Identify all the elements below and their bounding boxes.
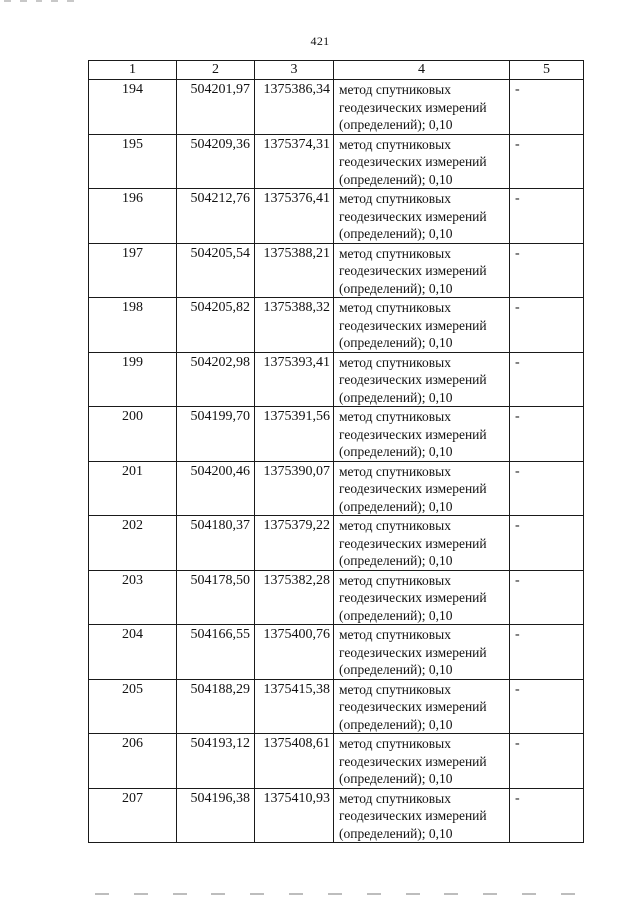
method-line: геодезических измерений <box>339 426 487 442</box>
method-line: геодезических измерений <box>339 590 487 605</box>
method-line: (определений); 0,10 <box>339 226 453 241</box>
table-row <box>89 298 584 353</box>
y-coordinate-cell: 1375386,34 <box>255 80 334 135</box>
method-line: метод спутниковых <box>339 409 451 424</box>
note-cell: - <box>510 679 584 734</box>
method-line: метод спутниковых <box>339 790 451 806</box>
method-line: (определений); 0,10 <box>339 553 453 568</box>
method-line: метод спутниковых <box>339 245 451 261</box>
method-line: геодезических измерений <box>339 154 487 169</box>
method-line: геодезических измерений <box>339 263 487 278</box>
coordinates-table <box>88 60 584 843</box>
method-cell <box>334 80 510 135</box>
y-coordinate-cell: 1375390,07 <box>255 461 334 516</box>
method-cell <box>334 625 510 680</box>
method-line: геодезических измерений <box>339 481 487 496</box>
table-row <box>89 734 584 789</box>
table-row <box>89 461 584 516</box>
method-line: метод спутниковых <box>339 136 451 152</box>
y-coordinate-cell: 1375393,41 <box>255 352 334 407</box>
method-cell <box>334 461 510 516</box>
method-cell <box>334 243 510 298</box>
page-number: 421 <box>310 34 330 48</box>
y-coordinate-cell: 1375374,31 <box>255 134 334 189</box>
method-line: (определений); 0,10 <box>339 171 453 187</box>
y-coordinate-cell: 1375400,76 <box>255 625 334 680</box>
x-coordinate-cell: 504193,12 <box>177 734 255 789</box>
method-line: (определений); 0,10 <box>339 607 453 623</box>
method-cell <box>334 734 510 789</box>
point-number-cell: 199 <box>89 352 177 407</box>
y-coordinate-cell: 1375388,21 <box>255 243 334 298</box>
x-coordinate-cell: 504209,36 <box>177 134 255 189</box>
table-body <box>89 80 584 843</box>
method-line: метод спутниковых <box>339 300 451 315</box>
point-number-cell: 197 <box>89 243 177 298</box>
table-row <box>89 352 584 407</box>
note-cell: - <box>510 625 584 680</box>
method-line: метод спутниковых <box>339 681 451 697</box>
x-coordinate-cell: 504205,54 <box>177 243 255 298</box>
table-row <box>89 516 584 571</box>
table-row <box>89 788 584 843</box>
x-coordinate-cell: 504178,50 <box>177 570 255 625</box>
note-cell: - <box>510 80 584 135</box>
header-row <box>89 61 584 80</box>
method-line: геодезических измерений <box>339 99 487 115</box>
note-cell: - <box>510 189 584 244</box>
point-number-cell: 203 <box>89 570 177 625</box>
table-row <box>89 134 584 189</box>
x-coordinate-cell: 504196,38 <box>177 788 255 843</box>
method-line: геодезических измерений <box>339 317 487 333</box>
method-line: геодезических измерений <box>339 372 487 387</box>
point-number-cell: 194 <box>89 80 177 135</box>
method-line: геодезических измерений <box>339 753 487 769</box>
method-cell <box>334 298 510 353</box>
method-line: геодезических измерений <box>339 808 487 823</box>
x-coordinate-cell: 504201,97 <box>177 80 255 135</box>
note-cell: - <box>510 788 584 843</box>
scan-artifact-bottom <box>95 893 575 896</box>
method-line: метод спутниковых <box>339 572 451 588</box>
method-line: (определений); 0,10 <box>339 662 453 677</box>
column-header-4: 4 <box>334 61 510 80</box>
method-line: (определений); 0,10 <box>339 335 453 350</box>
method-line: геодезических измерений <box>339 644 487 660</box>
x-coordinate-cell: 504188,29 <box>177 679 255 734</box>
note-cell: - <box>510 352 584 407</box>
x-coordinate-cell: 504199,70 <box>177 407 255 462</box>
point-number-cell: 204 <box>89 625 177 680</box>
method-line: (определений); 0,10 <box>339 771 453 786</box>
method-line: метод спутниковых <box>339 518 451 533</box>
method-line: (определений); 0,10 <box>339 444 453 459</box>
method-cell <box>334 570 510 625</box>
point-number-cell: 206 <box>89 734 177 789</box>
note-cell: - <box>510 243 584 298</box>
point-number-cell: 198 <box>89 298 177 353</box>
scan-artifact-top <box>4 0 74 3</box>
method-cell <box>334 352 510 407</box>
method-line: геодезических измерений <box>339 535 487 551</box>
point-number-cell: 207 <box>89 788 177 843</box>
method-cell <box>334 189 510 244</box>
table-row <box>89 80 584 135</box>
y-coordinate-cell: 1375410,93 <box>255 788 334 843</box>
table-row <box>89 407 584 462</box>
column-header-5: 5 <box>510 61 584 80</box>
note-cell: - <box>510 134 584 189</box>
method-line: (определений); 0,10 <box>339 280 453 296</box>
method-cell <box>334 679 510 734</box>
note-cell: - <box>510 516 584 571</box>
y-coordinate-cell: 1375391,56 <box>255 407 334 462</box>
method-line: метод спутниковых <box>339 354 451 370</box>
method-cell <box>334 407 510 462</box>
note-cell: - <box>510 461 584 516</box>
method-line: (определений); 0,10 <box>339 716 453 732</box>
x-coordinate-cell: 504205,82 <box>177 298 255 353</box>
method-line: метод спутниковых <box>339 191 451 206</box>
method-line: геодезических измерений <box>339 208 487 224</box>
method-line: метод спутниковых <box>339 627 451 642</box>
note-cell: - <box>510 298 584 353</box>
table-row <box>89 679 584 734</box>
method-line: метод спутниковых <box>339 463 451 479</box>
method-line: (определений); 0,10 <box>339 825 453 841</box>
x-coordinate-cell: 504166,55 <box>177 625 255 680</box>
x-coordinate-cell: 504212,76 <box>177 189 255 244</box>
table-row <box>89 189 584 244</box>
method-line: (определений); 0,10 <box>339 389 453 405</box>
point-number-cell: 196 <box>89 189 177 244</box>
x-coordinate-cell: 504202,98 <box>177 352 255 407</box>
method-line: метод спутниковых <box>339 82 451 97</box>
method-cell <box>334 516 510 571</box>
x-coordinate-cell: 504200,46 <box>177 461 255 516</box>
y-coordinate-cell: 1375379,22 <box>255 516 334 571</box>
y-coordinate-cell: 1375382,28 <box>255 570 334 625</box>
note-cell: - <box>510 734 584 789</box>
column-header-2: 2 <box>177 61 255 80</box>
method-cell <box>334 788 510 843</box>
table-header <box>89 61 584 80</box>
table-row <box>89 243 584 298</box>
x-coordinate-cell: 504180,37 <box>177 516 255 571</box>
table-row <box>89 570 584 625</box>
y-coordinate-cell: 1375388,32 <box>255 298 334 353</box>
point-number-cell: 205 <box>89 679 177 734</box>
table-row <box>89 625 584 680</box>
y-coordinate-cell: 1375408,61 <box>255 734 334 789</box>
method-cell <box>334 134 510 189</box>
y-coordinate-cell: 1375376,41 <box>255 189 334 244</box>
method-line: (определений); 0,10 <box>339 117 453 132</box>
point-number-cell: 195 <box>89 134 177 189</box>
method-line: (определений); 0,10 <box>339 498 453 514</box>
point-number-cell: 200 <box>89 407 177 462</box>
column-header-1: 1 <box>89 61 177 80</box>
note-cell: - <box>510 407 584 462</box>
column-header-3: 3 <box>255 61 334 80</box>
method-line: метод спутниковых <box>339 736 451 751</box>
note-cell: - <box>510 570 584 625</box>
point-number-cell: 202 <box>89 516 177 571</box>
point-number-cell: 201 <box>89 461 177 516</box>
y-coordinate-cell: 1375415,38 <box>255 679 334 734</box>
method-line: геодезических измерений <box>339 699 487 714</box>
